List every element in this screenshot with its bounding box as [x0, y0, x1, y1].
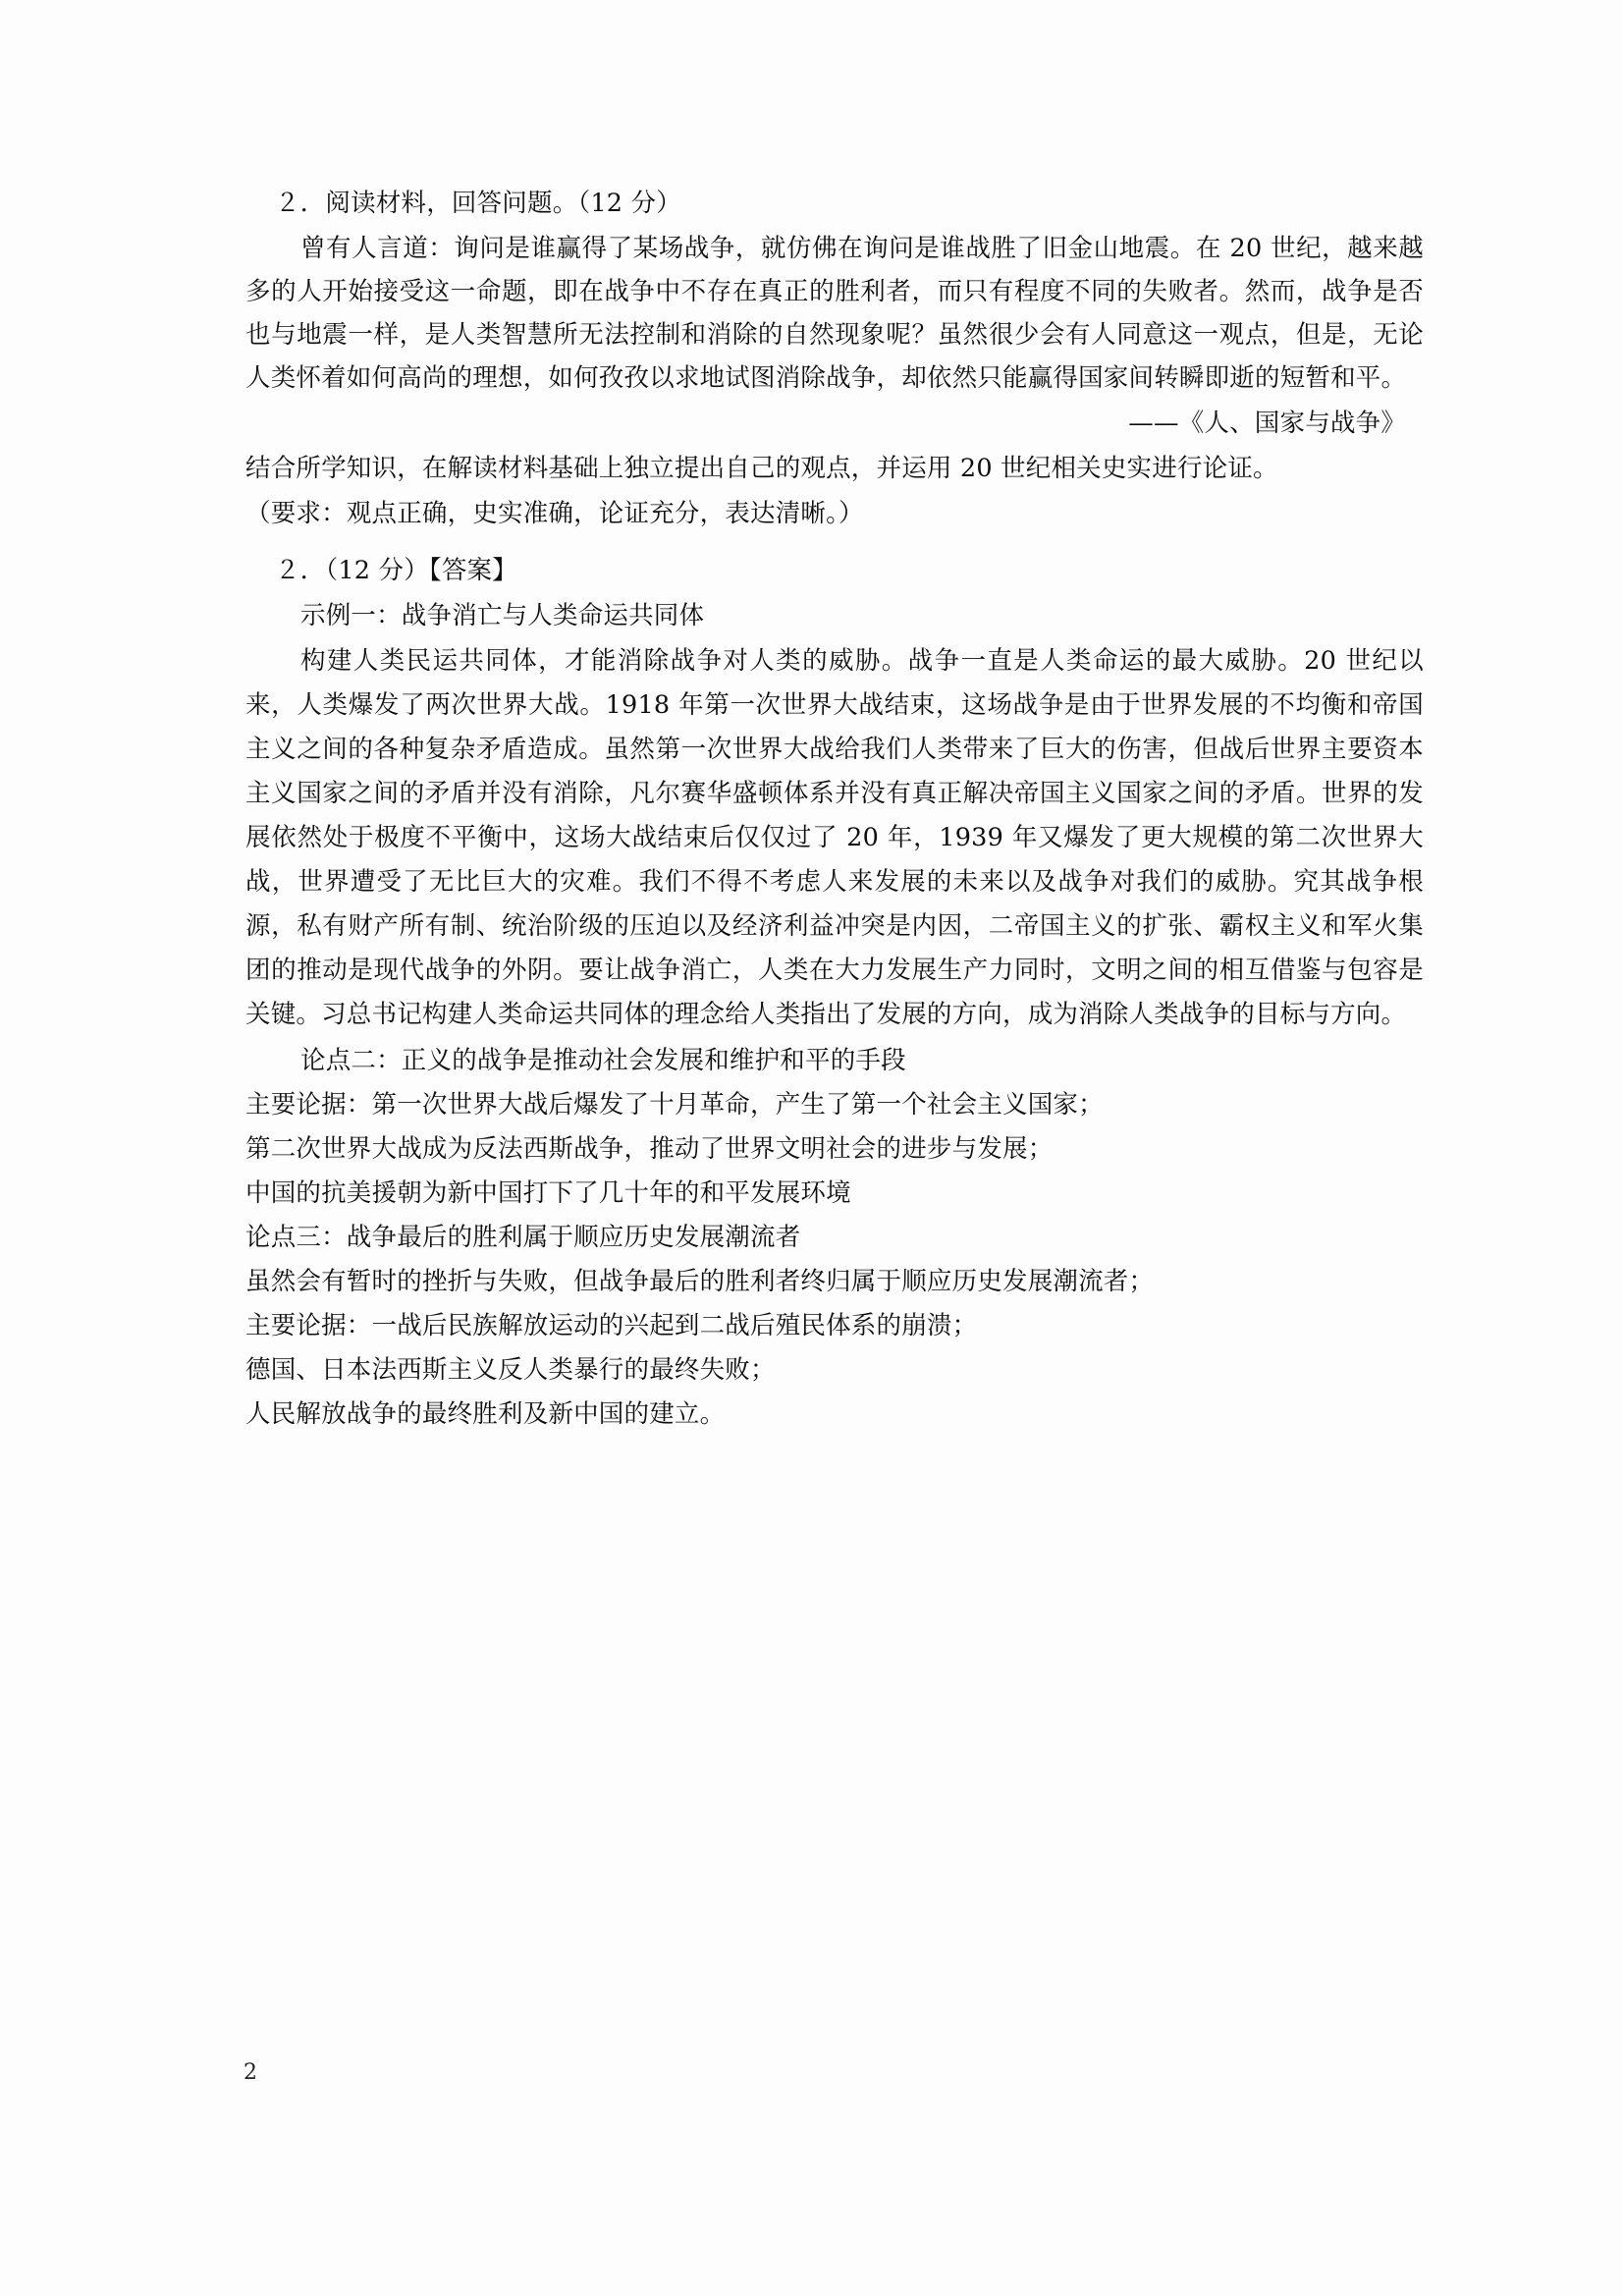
answer-point-three-line-2: 主要论据：一战后民族解放运动的兴起到二战后殖民体系的崩溃； — [245, 1311, 978, 1340]
source-attribution: ——《人、国家与战争》 — [1128, 409, 1406, 438]
answer-example-one-body: 构建人类民运共同体，才能消除战争对人类的威胁。战争一直是人类命运的最大威胁。20 世纪以来，人类爆发了两次世界大战。1918 年第一次世界大战结束，这场战争是由于世界发展的不均衡和帝国主义之间的各种复杂矛盾造成。虽然第一次世界大战给我们人类带来了巨大的伤害，但战后世界主要资本主义国家之间的矛盾并没有消除，凡尔赛华盛顿体系并没有真正解决帝国主义国家之间的矛盾。世界的发展依然处于极度不平衡中，这场大战结束后仅仅过了 20 年，1939 年又爆发了更大规模的第二次世界大战，世界遭受了无比巨大的灾难。我们不得不考虑人来发展的未来以及战争对我们的威胁。究其战争根源，私有财产所有制、统治阶级的压迫以及经济利益冲突是内因，二帝国主义的扩张、霸权主义和军火集团的推动是现代战争的外阴。要让战争消亡，人类在大力发展生产力同时，文明之间的相互借鉴与包容是关键。习总书记构建人类命运共同体的理念给人类指出了发展的方向，成为消除人类战争的目标与方向。 — [245, 646, 1424, 1029]
question-material-paragraph: 曾有人言道：询问是谁赢得了某场战争，就仿佛在询问是谁战胜了旧金山地震。在 20 世纪，越来越多的人开始接受这一命题，即在战争中不存在真正的胜利者，而只有程度不同的失败者。然而，战争是否也与地震一样，是人类智慧所无法控制和消除的自然现象呢？虽然很少会有人同意这一观点，但是，无论人类怀着如何高尚的理想，如何孜孜以求地试图消除战争，却依然只能赢得国家间转瞬即逝的短暂和平。 — [245, 234, 1424, 393]
answer-point-two-line-1: 主要论据：第一次世界大战后爆发了十月革命，产生了第一个社会主义国家； — [245, 1090, 1104, 1120]
page-number: 2 — [243, 2060, 257, 2085]
answer-point-three-line-4: 人民解放战争的最终胜利及新中国的建立。 — [245, 1399, 726, 1429]
answer-header: ２．（12 分）【答案】 — [275, 556, 517, 585]
answer-point-two-line-2: 第二次世界大战成为反法西斯战争，推动了世界文明社会的进步与发展； — [245, 1134, 1054, 1164]
answer-point-two-line-3: 中国的抗美援朝为新中国打下了几十年的和平发展环境 — [245, 1178, 851, 1208]
answer-point-three-line-3: 德国、日本法西斯主义反人类暴行的最终失败； — [245, 1355, 776, 1385]
answer-example-one-title: 示例一：战争消亡与人类命运共同体 — [300, 601, 705, 630]
page-content — [245, 182, 1424, 1438]
question-requirement-line: （要求：观点正确，史实准确，论证充分，表达清晰。） — [245, 499, 864, 528]
answer-point-two-title: 论点二：正义的战争是推动社会发展和维护和平的手段 — [300, 1046, 906, 1075]
answer-point-three-line-1: 虽然会有暂时的挫折与失败，但战争最后的胜利者终归属于顺应历史发展潮流者； — [245, 1267, 1155, 1296]
question-number-line: ２．阅读材料，回答问题。（12 分） — [275, 189, 681, 218]
question-task-line: 结合所学知识，在解读材料基础上独立提出自己的观点，并运用 20 世纪相关史实进行论证。 — [245, 454, 1278, 483]
answer-point-three-title: 论点三：战争最后的胜利属于顺应历史发展潮流者 — [245, 1223, 801, 1252]
